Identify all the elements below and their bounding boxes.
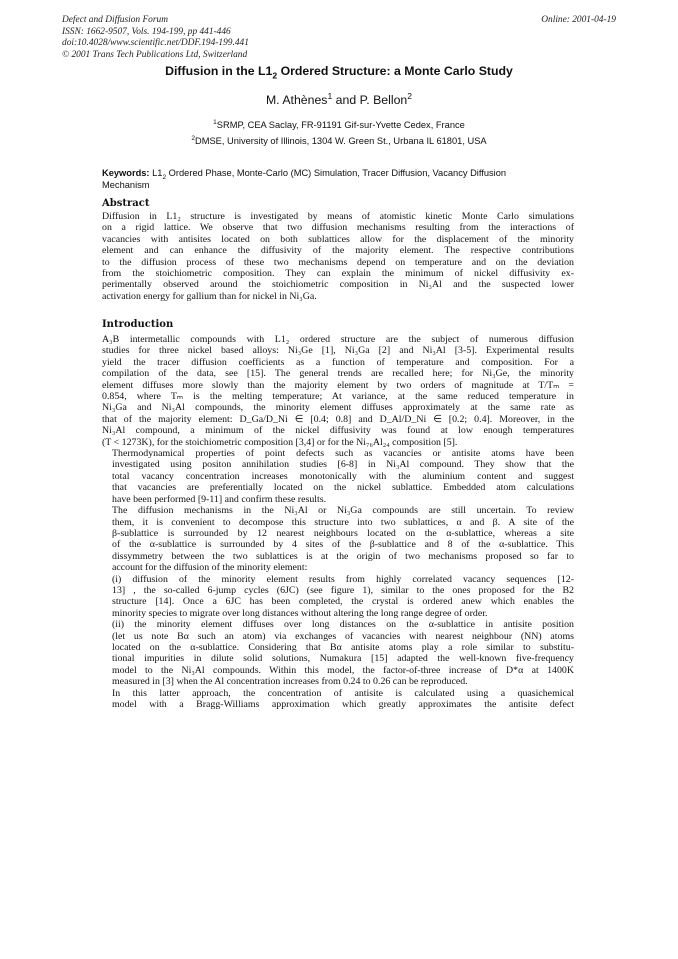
affiliation-2: $^2$DMSE, University of Illinois, 1304 W. Green St., Urbana IL 61801, USA [191,134,487,146]
text-line: perimentally observed around the stoichiometric composition in Ni₃Al and the suspected lower [102,279,574,291]
text-line: minority species to migrate over long distances without altering the long range degree of order. [112,607,488,619]
intro-paragraph-5 [102,619,574,687]
text-line: (let us note Bα such an atom) via exchanges of vacancies with nearest neighbour (NN) atoms [112,630,574,642]
text-line: that of the majority element: D_Ga/D_Ni ∈ [0.4; 0.8] and D_Al/D_Ni ∈ [0.2; 0.4]. Moreover, in the [102,413,574,425]
text-line: (T < 1273K), for the stoichiometric composition [3,4] or for the Ni₇₆Al₂₄ composition [5]. [102,436,458,448]
text-line: compilation of the data, see [15]. The general trends are recalled here; for Ni₃Ge, the minority [102,368,574,380]
journal-header [62,15,249,61]
text-line: investigated using positon annihilation studies [6-8] in Ni₃Al compound. They show that the [112,459,574,471]
introduction-body [102,334,574,710]
text-line: (ii) the minority element diffuses over long distances on the α-sublattice in antisite position [112,619,574,631]
text-line: have been performed [9-11] and confirm these results. [112,493,327,505]
text-line: that vacancies are preferentially located on the nickel sublattice. Embedded atom calculations [112,482,574,494]
text-line: yield the tracer diffusion coefficients as a function of temperature and composition. For a [102,356,574,368]
copyright-line: © 2001 Trans Tech Publications Ltd, Switzerland [62,49,248,60]
text-line: total vacancy concentration increases monotonically with the aluminium content and suggest [112,470,574,482]
text-line: (i) diffusion of the minority element results from highly correlated vacancy sequences [12- [112,573,574,585]
text-line: In this latter approach, the concentration of antisite is calculated using a quasichemical [112,687,574,699]
text-line: of the α-sublattice is surrounded by 4 sites of the β-sublattice and 8 of the α-sublattice. This [112,539,574,551]
text-line: Ni₃Ga and Ni₃Al compounds, the minority element diffuses approximately at the same rate as [102,402,574,414]
intro-paragraph-3 [102,505,574,573]
text-line: Thermodynamical properties of point defects such as vacancies or antisite atoms have been [112,448,574,460]
author-bellon: P. Bellon [359,93,408,107]
text-line: element diffuses more slowly than the majority element by two orders of magnitude at T/Tₘ = [102,379,574,391]
text-line: them, it is convenient to decompose this structure into two sublattices, α and β. A site of the [112,516,574,528]
introduction-heading: Introduction [102,319,174,330]
text-line: model with a Bragg-Williams approximation which greatly approximates the antisite defect [112,699,574,710]
text-line: structure [14]. Once a 6JC has been completed, the crystal is ordered anew which enables the [112,596,574,608]
text-line: account for the diffusion of the minority element: [112,562,308,574]
text-line: 0.854, where Tₘ is the melting temperature; At variance, at the same reduced temperature in [102,391,574,403]
online-date: Online: 2001-04-19 [541,15,616,25]
text-line: on a rigid lattice. We observe that two diffusion mechanisms resulting from the interactions of [102,222,574,234]
abstract-body [102,211,574,302]
intro-paragraph-2 [102,448,574,505]
intro-paragraph-6 [102,688,574,711]
paper-title: Diffusion in the $L1_2$ Ordered Structure: a Monte Carlo Study [165,64,513,81]
text-line: to the diffusion process of these two mechanisms depend on temperature and on the deviation [102,256,574,268]
text-line: The diffusion mechanisms in the Ni₃Al or Ni₃Ga compounds are still uncertain. To review [112,505,574,517]
text-line: measured in [3] when the Al concentration increases from 0.24 to 0.26 can be reproduced. [112,676,468,688]
affiliation-1: $^1$SRMP, CEA Saclay, FR-91191 Gif-sur-Yvette Cedex, France [213,118,465,130]
intro-paragraph-4 [102,574,574,620]
journal-name: Defect and Diffusion Forum [62,15,168,25]
text-line: vacancies with antisites located on both sublattices allow for the displacement of the minority [102,233,574,245]
author-list: M. Athènes$^1$ and P. Bellon$^2$ [265,90,413,107]
text-line: dissymmetry between the two sublattices is at the origin of two mechanisms proposed so far to [112,550,574,562]
issn-line: ISSN: 1662-9507, Vols. 194-199, pp 441-446 [62,26,231,37]
text-line: 13] , the so-called 6-jump cycles (6JC) (see figure 1), similar to the ones proposed for the B2 [112,584,574,596]
abstract-heading: Abstract [102,198,150,209]
text-line: Ni₃Al compound, a minimum of the nickel diffusivity was found at low enough temperatures [102,425,574,437]
intro-paragraph-1 [102,334,574,448]
text-line: A₃B intermetallic compounds with L1₂ ordered structure are the subject of numerous diffusion [102,334,574,345]
author-athenes: M. Athènes [265,93,328,107]
text-line: located on the α-sublattice. Considering that Bα antisite atoms play a role similar to substitu- [112,641,574,653]
text-line: β-sublattice is surrounded by 12 nearest neighbours located on the α-sublattice, whereas a site [112,527,574,539]
text-line: activation energy for gallium than for nickel in Ni₃Ga. [102,290,317,302]
text-line: studies for three nickel based alloys: Ni₃Ge [1], Ni₃Ga [2] and Ni₃Al [3-5]. Experimental results [102,345,574,357]
text-line: tional impurities in dilute solid solutions, Numakura [15] adapted the well-known five-frequency [112,653,574,665]
text-line: Diffusion in L1₂ structure is investigated by means of atomistic kinetic Monte Carlo simulations [102,211,574,222]
text-line: element and can enhance the diffusivity of the majority element. The respective contributions [102,245,574,257]
keywords: Keywords: $L1_2$ Ordered Phase, Monte-Carlo (MC) Simulation, Tracer Diffusion, Vacancy Diffusion Mechanism [102,168,507,190]
keywords-label: Keywords: [102,168,150,178]
text-line: from the stoichiometric composition. They can explain the minimum of nickel diffusivity ex- [102,268,574,280]
doi-line: doi:10.4028/www.scientific.net/DDF.194-199.441 [62,38,249,48]
text-line: model to the Ni₃Al compounds. Within this model, the factor-of-three increase of D*α at 1400K [112,664,574,676]
